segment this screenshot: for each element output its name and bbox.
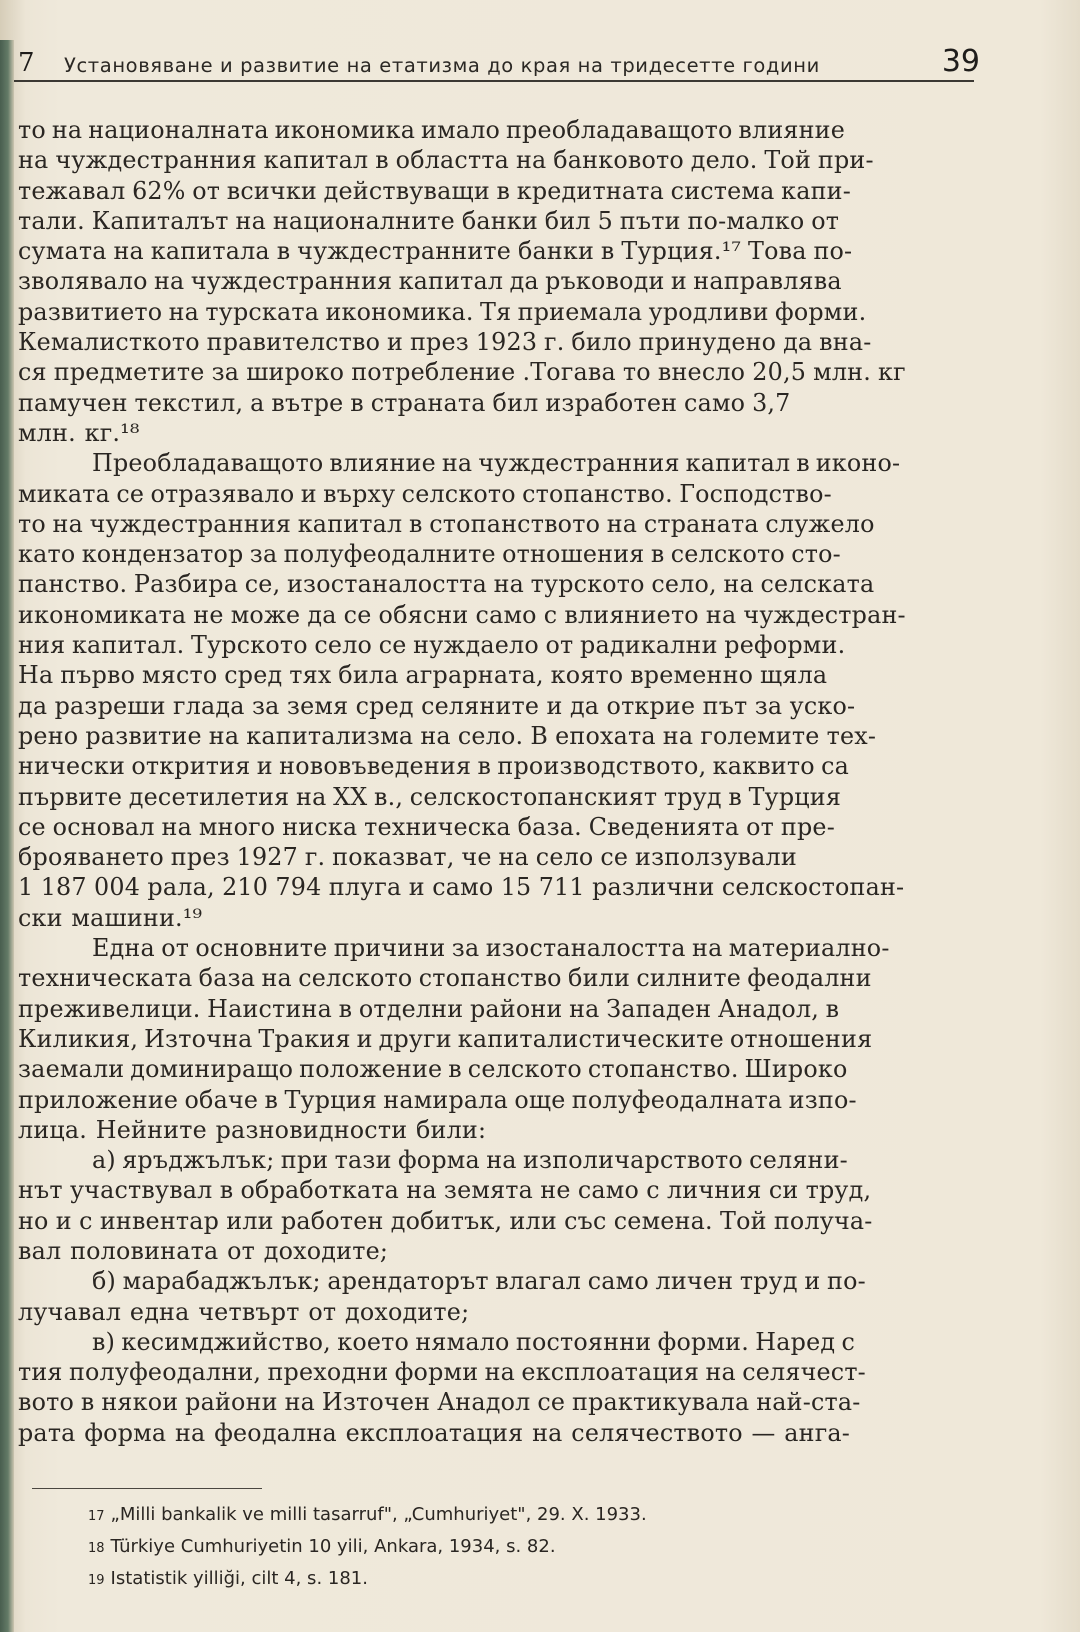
text-line: рата форма на феодална експлоатация на селячеството — анга- bbox=[18, 1418, 851, 1447]
text-line: тия полуфеодални, преходни форми на експлоатация на селячест- bbox=[18, 1358, 866, 1387]
text-line: лучавал една четвърт от доходите; bbox=[18, 1297, 470, 1326]
text-line: първите десетилетия на XX в., селскостопанският труд в Турция bbox=[18, 782, 842, 811]
text-line: тали. Капиталът на националните банки бил 5 пъти по-малко от bbox=[18, 206, 840, 235]
text-line: вал половината от доходите; bbox=[18, 1236, 389, 1265]
text-line: нът участвувал в обработката на земята не само с личния си труд, bbox=[18, 1176, 872, 1205]
header-rule bbox=[14, 80, 974, 82]
text-line: Кемалисткото правителство и през 1923 г. било принудено да вна- bbox=[18, 328, 872, 357]
paragraph bbox=[0, 933, 995, 1145]
text-line: миката се отразявало и върху селското стопанство. Господство- bbox=[18, 479, 832, 508]
text-line: като кондензатор за полуфеодалните отношения в селското сто- bbox=[18, 540, 841, 569]
footnote-text: Istatistik yilliği, cilt 4, s. 181. bbox=[110, 1568, 368, 1589]
text-line: на чуждестранния капитал в областта на банковото дело. Той при- bbox=[18, 146, 874, 175]
running-header bbox=[18, 44, 978, 84]
text-line: но и с инвентар или работен добитък, или със семена. Той получа- bbox=[18, 1206, 873, 1235]
text-line: в) кесимджийство, което нямало постоянни форми. Наред с bbox=[92, 1327, 856, 1356]
text-line: ния капитал. Турското село се нуждаело от радикални реформи. bbox=[18, 631, 846, 660]
text-line: развитието на турската икономика. Тя приемала уродливи форми. bbox=[18, 297, 867, 326]
footnote bbox=[88, 1500, 647, 1532]
text-line: лица. Нейните разновидности били: bbox=[18, 1115, 487, 1144]
text-line: Преобладаващото влияние на чуждестранния капитал в иконо- bbox=[92, 449, 901, 478]
text-line: вото в някои райони на Източен Анадол се практикувала най-ста- bbox=[18, 1388, 861, 1417]
text-line: Една от основните причини за изостаналостта на материално- bbox=[92, 934, 890, 963]
text-line: памучен текстил, а вътре в страната бил изработен само 3,7 bbox=[18, 388, 791, 417]
text-line: се основал на много ниска техническа база. Сведенията от пре- bbox=[18, 812, 835, 841]
footnote bbox=[88, 1564, 647, 1596]
footnote-text: „Milli bankalik ve milli tasarruf", „Cumhuriyet", 29. X. 1933. bbox=[110, 1504, 647, 1525]
footnote-number: 18 bbox=[88, 1541, 105, 1556]
text-line: то на националната икономика имало преобладаващото влияние bbox=[18, 116, 846, 144]
text-line: заемали доминиращо положение в селското стопанство. Широко bbox=[18, 1055, 848, 1084]
text-line: преживелици. Наистина в отделни райони на Западен Анадол, в bbox=[18, 994, 840, 1023]
text-line: брояването през 1927 г. показват, че на село се използували bbox=[18, 843, 797, 872]
text-line: техническата база на селското стопанство били силните феодални bbox=[18, 964, 872, 993]
text-line: а) яръджълък; при тази форма на изполичарството селяни- bbox=[92, 1146, 848, 1175]
header-section-mark: 7 bbox=[18, 48, 35, 78]
header-title: Установяване и развитие на етатизма до края на тридесетте години bbox=[64, 54, 820, 77]
text-line: На първо място сред тях била аграрната, която временно щяла bbox=[18, 661, 828, 690]
text-line: млн. кг.¹⁸ bbox=[18, 418, 140, 447]
text-line: зволявало на чуждестранния капитал да ръководи и направлява bbox=[18, 267, 842, 296]
text-line: сумата на капитала в чуждестранните банки в Турция.¹⁷ Това по- bbox=[18, 237, 853, 266]
paragraph bbox=[0, 115, 995, 448]
paragraph bbox=[0, 1266, 995, 1327]
text-line: ски машини.¹⁹ bbox=[18, 903, 203, 932]
text-line: то на чуждестранния капитал в стопанството на страната служело bbox=[18, 509, 875, 538]
text-line: приложение обаче в Турция намирала още полуфеодалната изпо- bbox=[18, 1085, 857, 1114]
footnote-text: Türkiye Cumhuriyetin 10 yili, Ankara, 1934, s. 82. bbox=[110, 1536, 556, 1557]
paragraph bbox=[0, 448, 995, 933]
text-line: б) марабаджълък; арендаторът влагал само личен труд и по- bbox=[92, 1267, 866, 1296]
text-line: рено развитие на капитализма на село. В епохата на големите тех- bbox=[18, 721, 877, 750]
text-line: да разреши глада за земя сред селяните и да открие път за уско- bbox=[18, 691, 856, 720]
text-line: Киликия, Източна Тракия и други капиталистическите отношения bbox=[18, 1024, 873, 1053]
text-line: ся предметите за широко потребление .Тогава то внесло 20,5 млн. кг bbox=[18, 358, 906, 387]
footnotes bbox=[88, 1500, 647, 1596]
paragraph bbox=[0, 1145, 995, 1266]
text-line: нически открития и нововъведения в производството, каквито са bbox=[18, 752, 850, 781]
text-line: икономиката не може да се обясни само с влиянието на чуждестран- bbox=[18, 600, 906, 629]
paragraph bbox=[0, 1327, 995, 1448]
footnote-number: 19 bbox=[88, 1573, 105, 1588]
text-line: 1 187 004 рала, 210 794 плуга и само 15 711 различни селскостопан- bbox=[18, 873, 905, 902]
footnote bbox=[88, 1532, 647, 1564]
text-line: панство. Разбира се, изостаналостта на турското село, на селската bbox=[18, 570, 875, 599]
text-line: тежавал 62% от всички действуващи в кредитната система капи- bbox=[18, 176, 851, 205]
page-number: 39 bbox=[941, 44, 980, 79]
footnote-rule bbox=[32, 1488, 262, 1489]
footnote-number: 17 bbox=[88, 1509, 105, 1524]
body-text bbox=[0, 115, 995, 1448]
